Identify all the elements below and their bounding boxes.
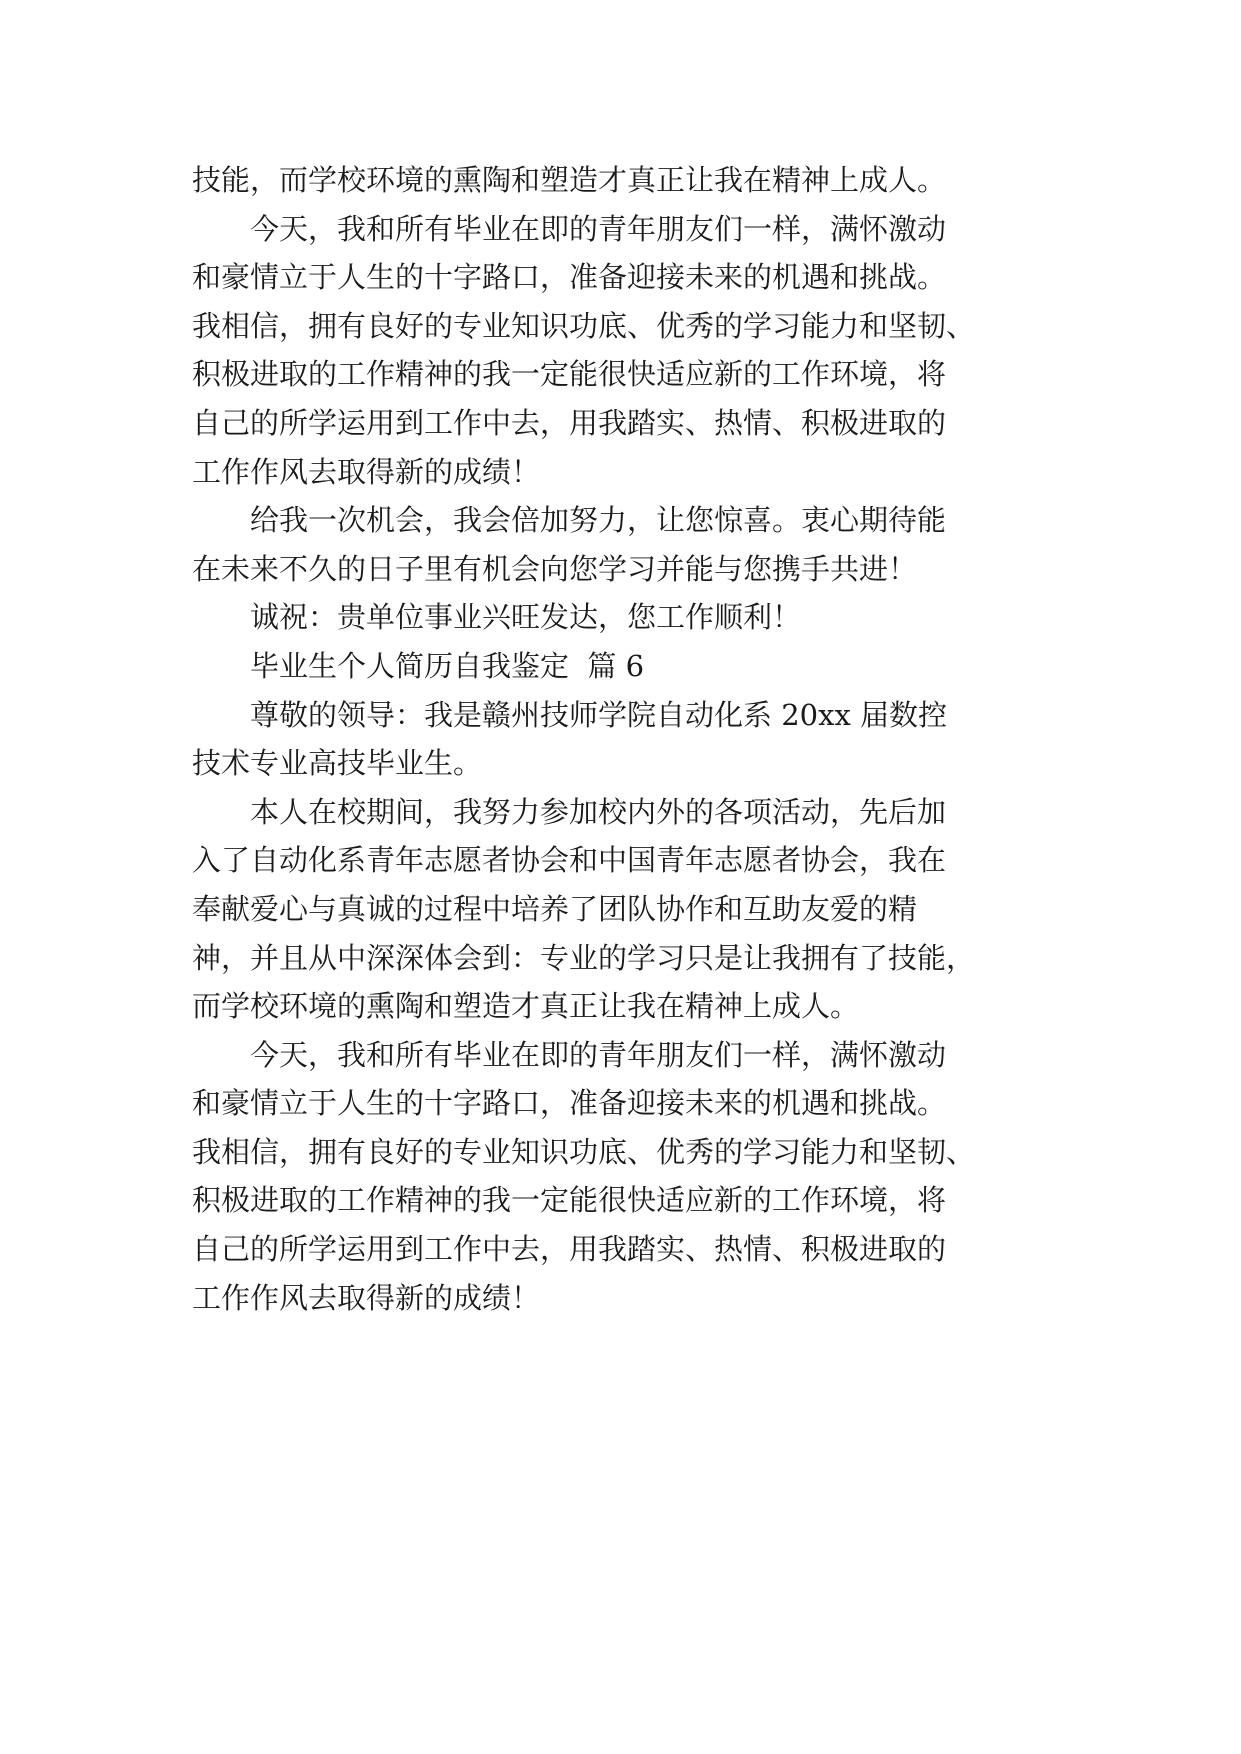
text-line: 技术专业高技毕业生。 (192, 746, 483, 781)
section-heading (192, 642, 1052, 691)
paragraph (192, 156, 1052, 205)
text-line: 在未来不久的日子里有机会向您学习并能与您携手共进！ (192, 551, 918, 586)
text-line: 我相信，拥有良好的专业知识功底、优秀的学习能力和坚韧、 (192, 308, 976, 343)
text-line: 而学校环境的熏陶和塑造才真正让我在精神上成人。 (192, 989, 860, 1024)
paragraph (192, 1031, 1052, 1323)
text-line: 今天，我和所有毕业在即的青年朋友们一样，满怀激动 (250, 1037, 947, 1072)
text-line: 技能，而学校环境的熏陶和塑造才真正让我在精神上成人。 (192, 163, 947, 197)
text-line: 本人在校期间，我努力参加校内外的各项活动，先后加 (250, 794, 947, 829)
paragraph (192, 205, 1052, 497)
text-line: 诚祝：贵单位事业兴旺发达，您工作顺利！ (250, 600, 802, 635)
text-line: 自己的所学运用到工作中去，用我踏实、热情、积极进取的 (192, 1232, 947, 1267)
paragraph (192, 788, 1052, 1031)
document-page (192, 156, 1052, 1322)
text-line: 奉献爱心与真诚的过程中培养了团队协作和互助友爱的精 (192, 891, 918, 926)
text-line: 积极进取的工作精神的我一定能很快适应新的工作环境，将 (192, 357, 947, 392)
text-line: 积极进取的工作精神的我一定能很快适应新的工作环境，将 (192, 1183, 947, 1218)
text-line: 入了自动化系青年志愿者协会和中国青年志愿者协会，我在 (192, 843, 947, 878)
text-line: 工作作风去取得新的成绩！ (192, 454, 541, 489)
paragraph (192, 691, 1052, 788)
text-line: 自己的所学运用到工作中去，用我踏实、热情、积极进取的 (192, 405, 947, 440)
text-line: 工作作风去取得新的成绩！ (192, 1280, 541, 1315)
text-line: 尊敬的领导：我是赣州技师学院自动化系 20xx 届数控 (250, 697, 948, 732)
text-line: 神，并且从中深深体会到：专业的学习只是让我拥有了技能， (192, 940, 976, 975)
text-line: 和豪情立于人生的十字路口，准备迎接未来的机遇和挑战。 (192, 260, 947, 295)
text-line: 和豪情立于人生的十字路口，准备迎接未来的机遇和挑战。 (192, 1086, 947, 1121)
paragraph (192, 496, 1052, 593)
text-line: 给我一次机会，我会倍加努力，让您惊喜。衷心期待能 (250, 503, 947, 538)
text-line: 我相信，拥有良好的专业知识功底、优秀的学习能力和坚韧、 (192, 1134, 976, 1169)
text-line: 毕业生个人简历自我鉴定 篇 6 (250, 648, 645, 683)
text-line: 今天，我和所有毕业在即的青年朋友们一样，满怀激动 (250, 211, 947, 246)
paragraph (192, 593, 1052, 642)
